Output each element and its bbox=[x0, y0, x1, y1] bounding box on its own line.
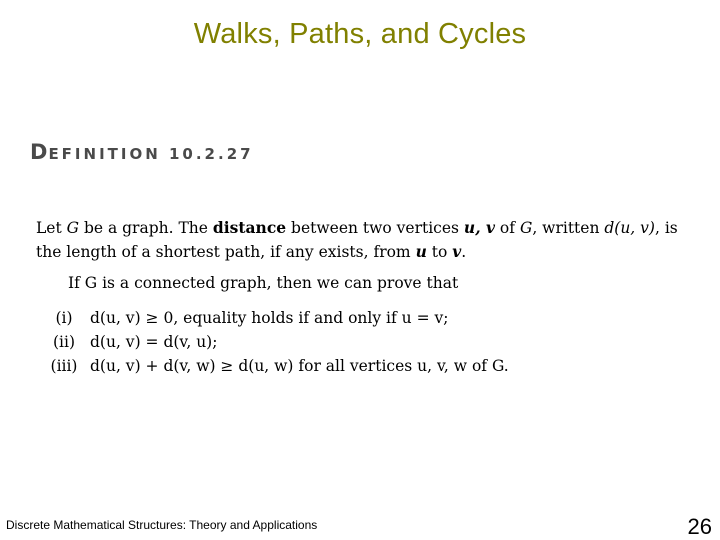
text: , written bbox=[532, 219, 605, 237]
term-distance: distance bbox=[212, 218, 287, 237]
property-item bbox=[38, 333, 509, 357]
property-item bbox=[38, 357, 509, 381]
text: to bbox=[426, 243, 453, 261]
text: between two vertices bbox=[286, 219, 464, 237]
page-number: 26 bbox=[687, 514, 712, 539]
vars-uv: u, v bbox=[463, 218, 495, 237]
connected-intro: If G is a connected graph, then we can prove that bbox=[68, 274, 459, 292]
slide-title: Walks, Paths, and Cycles bbox=[193, 18, 527, 50]
var-u: u bbox=[415, 242, 427, 261]
text: the length of a shortest path, if any exists, from bbox=[36, 243, 416, 261]
expr-duv: d(u, v) bbox=[604, 219, 655, 237]
var-G: G bbox=[519, 219, 533, 237]
text: . bbox=[461, 243, 467, 261]
property-text: d(u, v) = d(v, u); bbox=[90, 333, 218, 351]
definition-line-2 bbox=[36, 240, 696, 264]
definition-line-1 bbox=[36, 216, 696, 240]
definition-heading-initial: D bbox=[30, 140, 49, 164]
definition-heading-rest: EFINITION 10.2.27 bbox=[48, 145, 254, 163]
text: be a graph. The bbox=[79, 219, 213, 237]
property-list bbox=[38, 309, 509, 381]
property-number: (iii) bbox=[50, 357, 78, 375]
text: , is bbox=[654, 219, 678, 237]
definition-body bbox=[36, 216, 696, 264]
property-text: d(u, v) + d(v, w) ≥ d(u, w) for all vertices u, v, w of G. bbox=[90, 357, 509, 375]
property-item bbox=[38, 309, 509, 333]
footer-text: Discrete Mathematical Structures: Theory and Applications bbox=[6, 518, 318, 532]
var-v: v bbox=[452, 242, 462, 261]
text: Let bbox=[36, 219, 67, 237]
property-text: d(u, v) ≥ 0, equality holds if and only if u = v; bbox=[90, 309, 449, 327]
definition-heading bbox=[30, 140, 254, 164]
property-number: (ii) bbox=[52, 333, 75, 351]
property-number: (i) bbox=[55, 309, 73, 327]
text: of bbox=[495, 219, 520, 237]
var-G: G bbox=[66, 219, 80, 237]
